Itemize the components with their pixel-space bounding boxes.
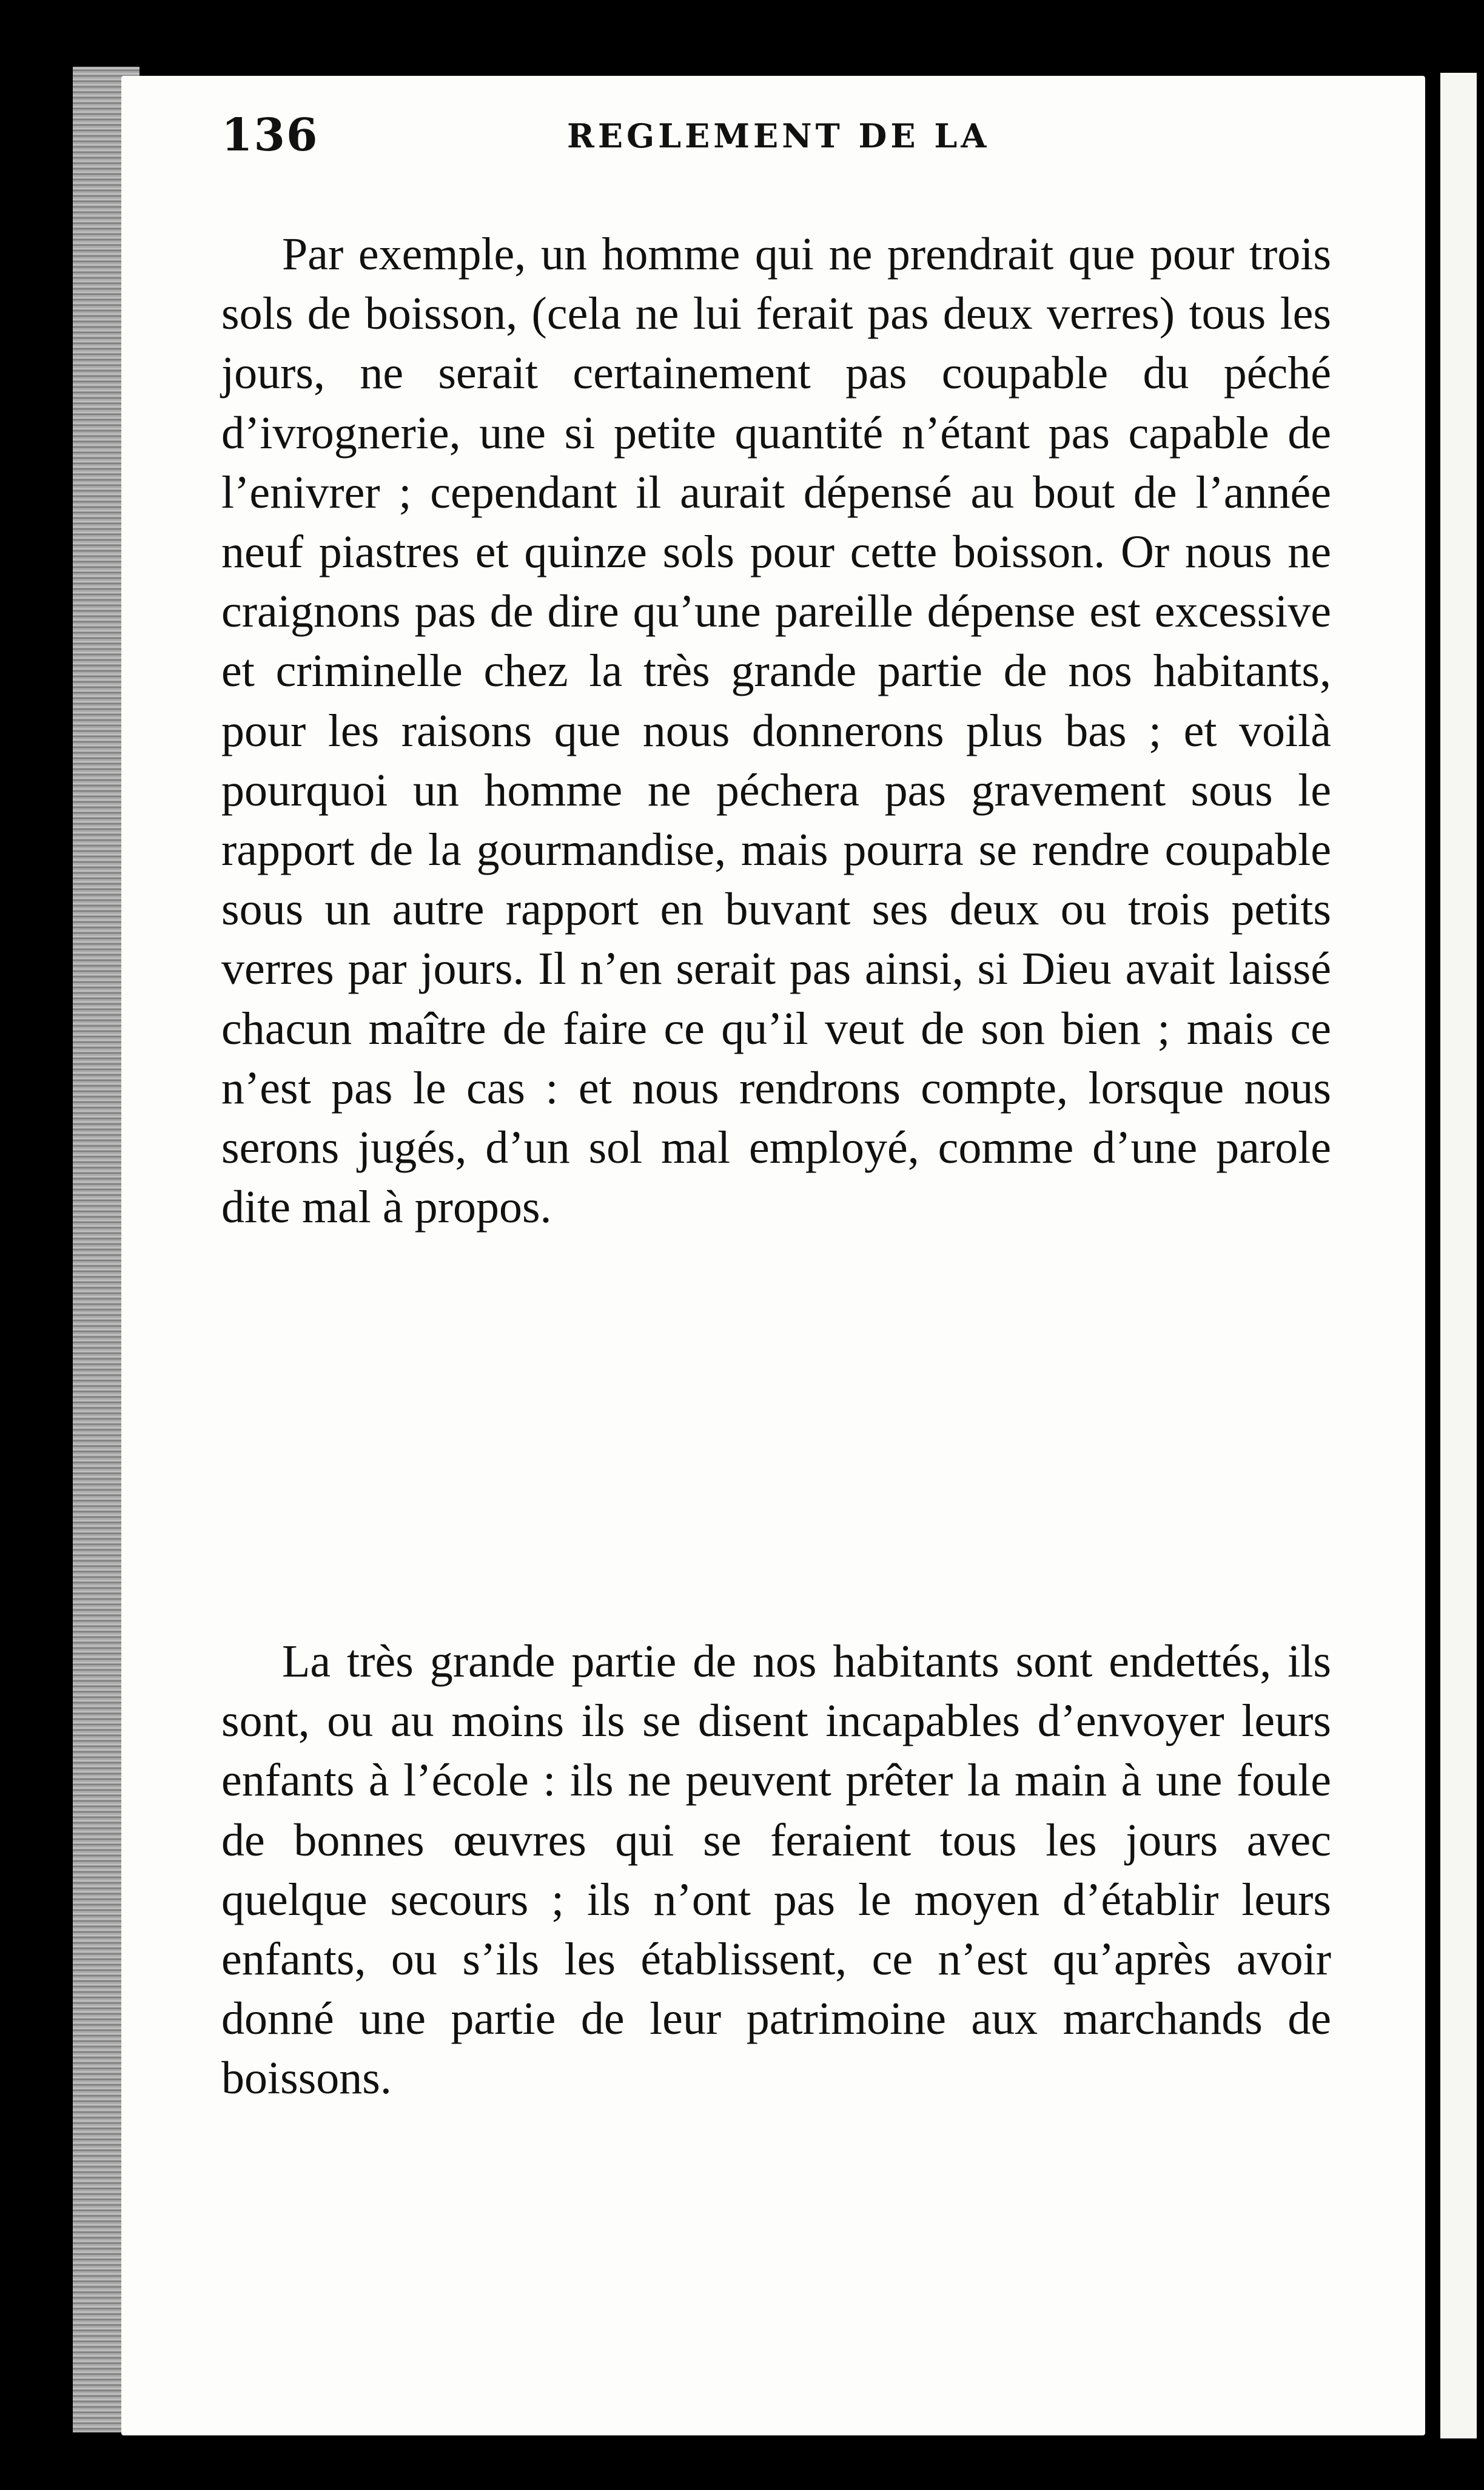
paragraph-1: [221, 224, 1331, 1237]
facing-page-edge: [1440, 73, 1477, 2438]
header-title: REGLEMENT DE LA: [567, 116, 990, 155]
running-head: [221, 109, 1313, 182]
paragraph-text: La très grande partie de nos habitants sont endettés, ils sont, ou au moins ils se disent incapables d’envoyer leurs enfants à l’école : ils ne peuvent prêter la main à une foule de bonnes œuvres qui se feraient tous les jours avec quelque secours ; ils n’ont pas le moyen d’établir leurs enfants, ou s’ils les établissent, ce n’est qu’après avoir donné une partie de leur patrimoine aux marchands de boissons.: [221, 1636, 1331, 2104]
paragraph-2: [221, 1632, 1331, 2108]
page-number: 136: [221, 109, 319, 161]
paragraph-text: Par exemple, un homme qui ne prendrait que pour trois sols de boisson, (cela ne lui ferait pas deux verres) tous les jours, ne serait certainement pas coupable du péché d’ivrognerie, une si petite quantité n’étant pas capable de l’enivrer ; cependant il aurait dépensé au bout de l’année neuf piastres et quinze sols pour cette boisson. Or nous ne craignons pas de dire qu’une pareille dépense est excessive et criminelle chez la très grande partie de nos habitants, pour les raisons que nous donnerons plus bas ; et voilà pourquoi un homme ne péchera pas gravement sous le rapport de la gourmandise, mais pourra se rendre coupable sous un autre rapport en buvant ses deux ou trois petits verres par jours. Il n’en serait pas ainsi, si Dieu avait laissé chacun maître de faire ce qu’il veut de son bien ; mais ce n’est pas le cas : et nous rendrons compte, lorsque nous serons jugés, d’un sol mal employé, comme d’une parole dite mal à propos.: [221, 229, 1331, 1233]
book-page: [121, 76, 1425, 2435]
